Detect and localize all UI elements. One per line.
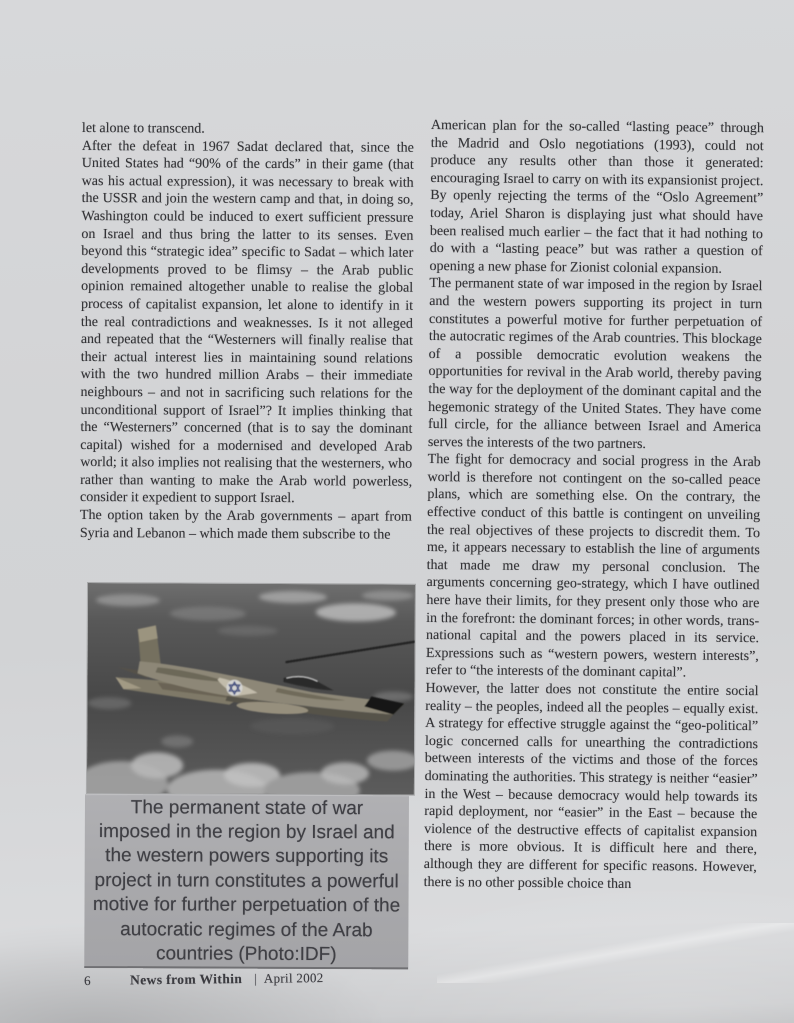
photo-caption-line: project in turn constitutes a powerful bbox=[94, 869, 399, 893]
issue-date: April 2002 bbox=[263, 970, 324, 986]
body-paragraph: After the defeat in 1967 Sadat declared that, since the United States had “90% of the cards” in their game (that was his actual expression), it was necessary to break with the USSR and join the western camp and that, in doing so, Washington could be induced to exert sufficient pressure on Israel and thus bring the latter to its senses. Even beyond this “strategic idea” specific to Sadat – which later developments proved to be flimsy – the Arab public opinion remained altogether unable to realise the global process of capitalist expansion, let alone to identify in it the real contradictions and weaknesses. Is it not alleged and repeated that the “Westerners will finally realise that their actual interest lies in maintaining sound relations with the two hundred million Arabs – their immediate neighbours – and not in sacrificing such relations for the unconditional support of Israel”? It implies thinking that the “Westerners” concerned (that is to say the dominant capital) wished for a modernised and developed Arab world; it also implies not realising that the westerners, who rather than wanting to make the Arab world powerless, consider it expedient to support Israel. bbox=[79, 138, 414, 507]
page-number: 6 bbox=[84, 972, 91, 988]
photo-caption-line: The permanent state of war bbox=[130, 796, 364, 819]
photo-caption-line: autocratic regimes of the Arab bbox=[120, 918, 373, 941]
photo-caption bbox=[84, 794, 409, 969]
body-paragraph: The option taken by the Arab governments – apart from Syria and Lebanon – which made them subscribe to the bbox=[79, 508, 412, 543]
footer-separator: | bbox=[254, 970, 257, 986]
left-column bbox=[80, 120, 414, 544]
journal-title: News from Within bbox=[129, 971, 243, 988]
body-paragraph: However, the latter does not constitute the entire social reality – the peoples, indeed all the peoples – equally exist. A strategy for effective struggle against the “geo-political” logic concerned calls for unearthing the contradictions between interests of the victims and those of the forces dominating the authorities. This strategy is neither “easier” in the West – because democracy would help towards its rapid deployment, nor “easier” in the East – because the violence of the destructive effects of capitalist expansion there is more obvious. It is difficult here and there, although they are different for specific reasons. However, there is no other possible choice than bbox=[423, 680, 759, 892]
body-paragraph: The fight for democracy and social progress in the Arab world is therefore not contingent on the so-called peace plans, which are something else. On the contrary, the effective conduct of this battle is contingent on unveiling the real objectives of these projects to discredit them. To me, it appears necessary to establish the line of arguments that made me draw my personal conclusion. The arguments concerning geo-strategy, which I have outlined here have their limits, for they present only those who are in the forefront: the dominant forces; in other words, trans-national capital and the powers placed in its service. Expressions such as “western powers, western interests”, refer to “the interests of the dominant capital”. bbox=[425, 452, 761, 681]
body-paragraph: The permanent state of war imposed in the region by Israel and the western powers supporting its project in turn constitutes a powerful motive for further perpetuation of the autocratic regimes of the Arab countries. This blockage of a possible democratic evolution weakens the opportunities for revival in the Arab world, thereby paving the way for the deployment of the dominant capital and the hegemonic strategy of the United States. They have come full circle, for the alliance between Israel and America serves the interests of the two partners. bbox=[427, 276, 763, 452]
page-footer bbox=[84, 969, 424, 989]
right-column bbox=[424, 117, 764, 894]
fighter-jet-photo-image bbox=[87, 583, 415, 795]
jet-photo bbox=[87, 583, 415, 795]
photo-caption-line: the western powers supporting its bbox=[105, 845, 389, 868]
body-paragraph: let alone to transcend. bbox=[81, 120, 205, 137]
photo-caption-line: countries (Photo:IDF) bbox=[155, 943, 337, 966]
photo-caption-line: imposed in the region by Israel and bbox=[98, 821, 395, 844]
body-paragraph: American plan for the so-called “lasting peace” through the Madrid and Oslo negotiations (1993), could not produce any results other than those it generated: encouraging Israel to carry on with its expansionist project. By openly rejecting the terms of the “Oslo Agreement” today, Ariel Sharon is displaying just what should have been realised much earlier – the fact that it had nothing to do with a “lasting peace” but was rather a question of opening a new phase for Zionist colonial expansion. bbox=[429, 117, 764, 277]
photo-caption-line: motive for further perpetuation of the bbox=[92, 894, 401, 917]
